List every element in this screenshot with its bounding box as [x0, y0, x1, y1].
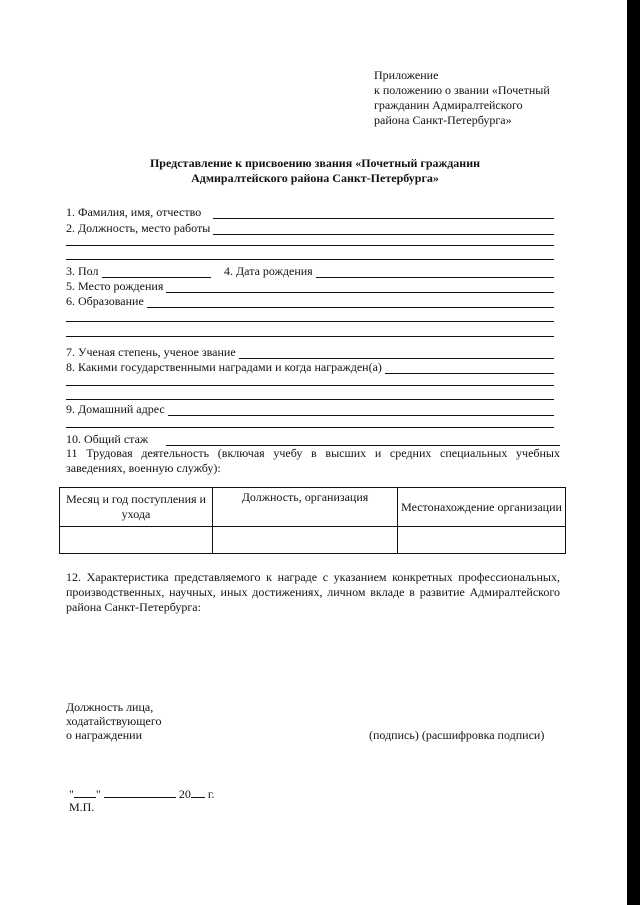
table-row[interactable] — [60, 527, 566, 554]
title-line-1: Представление к присвоению звания «Почетный гражданин — [149, 156, 481, 170]
field-awards-line[interactable] — [385, 362, 554, 374]
work-history-table — [59, 487, 566, 554]
field-degree[interactable] — [66, 345, 554, 359]
document-title — [60, 156, 570, 186]
scan-edge-border — [627, 0, 640, 905]
date-quote-open: " — [69, 787, 74, 801]
field-full-name[interactable] — [66, 205, 554, 219]
field-sex-line[interactable] — [102, 266, 212, 278]
appendix-line-2: к положению о звании «Почетный — [374, 83, 550, 97]
field-birth-place[interactable] — [66, 279, 554, 293]
table-cell[interactable] — [398, 527, 566, 554]
table-header-row — [60, 488, 566, 527]
date-year-prefix: 20 — [178, 787, 191, 801]
table-cell[interactable] — [213, 527, 398, 554]
table-header-cell: Должность, организация — [213, 488, 398, 527]
field-home-address[interactable] — [66, 402, 554, 416]
field-degree-label: 7. Ученая степень, ученое звание — [66, 345, 236, 359]
field-position-extra-line-2[interactable] — [66, 259, 554, 260]
date-month-blank[interactable] — [104, 787, 176, 798]
date-quote-close: " — [95, 787, 101, 801]
title-line-2: Адмиралтейского района Санкт-Петербурга» — [191, 171, 439, 185]
date-line[interactable] — [69, 787, 214, 801]
date-year-suffix: г. — [207, 787, 215, 801]
field-awards-extra-line-2[interactable] — [66, 399, 554, 400]
field-awards-label: 8. Какими государственными наградами и когда награжден(а) — [66, 360, 382, 374]
field-position-label: 2. Должность, место работы — [66, 221, 211, 235]
field-position[interactable] — [66, 221, 554, 235]
date-year-blank[interactable] — [191, 787, 205, 798]
field-education-line[interactable] — [147, 296, 554, 308]
appendix-line-1: Приложение — [374, 68, 439, 82]
field-birth-date-line[interactable] — [316, 266, 554, 278]
table-cell[interactable] — [60, 527, 213, 554]
field-position-line[interactable] — [213, 223, 554, 235]
field-birth-place-label: 5. Место рождения — [66, 279, 164, 293]
field-education-extra-line-2[interactable] — [66, 336, 554, 337]
table-header-cell: Месяц и год поступления и ухода — [60, 488, 213, 527]
field-sex-label: 3. Пол — [66, 264, 99, 278]
appendix-line-4: района Санкт-Петербурга» — [374, 113, 512, 127]
signature-caption: (подпись) (расшифровка подписи) — [369, 728, 545, 742]
work-history-intro: 11 Трудовая деятельность (включая учебу в высших и средних специальных учебных заведениях, военную службу): — [66, 446, 560, 475]
appendix-line-3: гражданин Адмиралтейского — [374, 98, 523, 112]
field-total-experience-label: 10. Общий стаж — [66, 432, 149, 446]
field-total-experience[interactable] — [66, 432, 560, 446]
field-total-experience-line[interactable] — [166, 434, 560, 446]
stamp-place: М.П. — [69, 800, 95, 814]
field-awards-extra-line-1[interactable] — [66, 385, 554, 386]
field-birth-date-label: 4. Дата рождения — [224, 264, 313, 278]
signatory-line-2: ходатайствующего — [66, 714, 162, 728]
appendix-note — [374, 68, 550, 128]
field-birth-place-line[interactable] — [166, 281, 554, 293]
field-full-name-line[interactable] — [213, 207, 554, 219]
field-awards[interactable] — [66, 360, 554, 374]
signatory-line-1: Должность лица, — [66, 700, 154, 714]
characteristic-paragraph: 12. Характеристика представляемого к награде с указанием конкретных профессиональных, производственных, научных, иных достижениях, личном вкладе в развитие Адмиралтейского района Санкт-Петербурга: — [66, 570, 560, 614]
field-full-name-label: 1. Фамилия, имя, отчество — [66, 205, 202, 219]
table-header-cell: Местонахождение организации — [398, 488, 566, 527]
field-position-extra-line-1[interactable] — [66, 245, 554, 246]
field-sex[interactable] — [66, 264, 211, 278]
field-degree-line[interactable] — [239, 347, 554, 359]
field-education-extra-line-1[interactable] — [66, 321, 554, 322]
date-day-blank[interactable] — [74, 787, 96, 798]
field-education-label: 6. Образование — [66, 294, 144, 308]
field-education[interactable] — [66, 294, 554, 308]
field-birth-date[interactable] — [224, 264, 554, 278]
field-home-address-line[interactable] — [168, 404, 554, 416]
field-home-address-extra-line[interactable] — [66, 427, 554, 428]
signatory-line-3: о награждении — [66, 728, 142, 742]
field-home-address-label: 9. Домашний адрес — [66, 402, 165, 416]
